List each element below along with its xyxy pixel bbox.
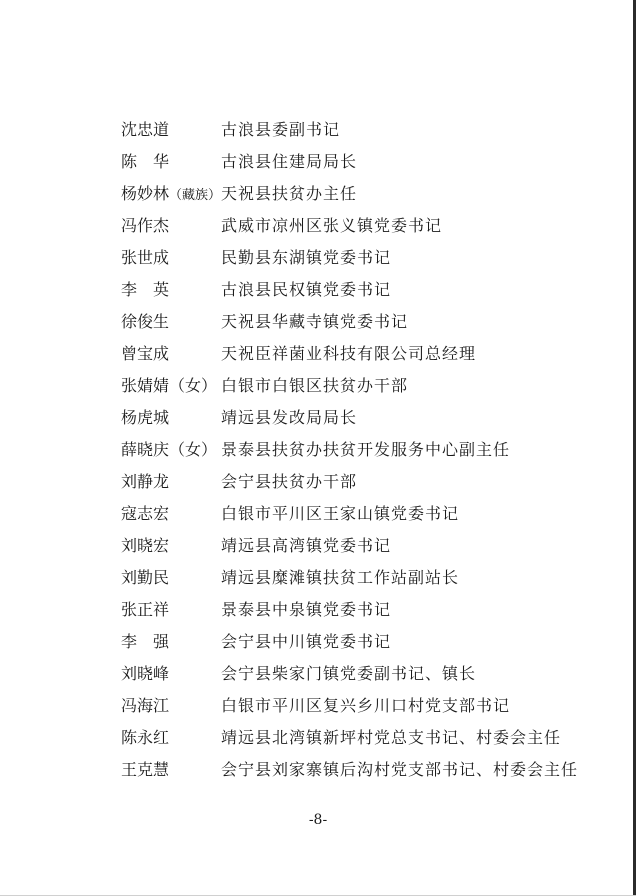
list-item <box>0 562 636 594</box>
list-item <box>0 690 636 722</box>
person-title: 白银市平川区复兴乡川口村党支部书记 <box>221 696 511 715</box>
person-name: 徐俊生 <box>121 312 170 331</box>
person-title: 会宁县扶贫办干部 <box>221 472 358 491</box>
person-name: 刘静龙 <box>121 472 170 491</box>
person-name: 张婧婧（女） <box>121 376 218 395</box>
person-title: 古浪县住建局局长 <box>221 152 358 171</box>
person-name: 冯作杰 <box>121 216 170 235</box>
list-item <box>0 498 636 530</box>
person-title: 天祝县华藏寺镇党委书记 <box>221 312 409 331</box>
list-item <box>0 626 636 658</box>
person-name: 刘晓宏 <box>121 536 170 555</box>
person-name: 刘勤民 <box>121 568 170 587</box>
person-title: 白银市平川区王家山镇党委书记 <box>221 504 460 523</box>
person-title: 民勤县东湖镇党委书记 <box>221 248 392 267</box>
person-title: 景泰县扶贫办扶贫开发服务中心副主任 <box>221 440 511 459</box>
person-name: 寇志宏 <box>121 504 170 523</box>
person-title: 会宁县刘家寨镇后沟村党支部书记、村委会主任 <box>221 760 579 779</box>
ethnicity-note: （藏族） <box>169 188 222 203</box>
page-number: -8- <box>308 812 328 828</box>
person-title: 白银市白银区扶贫办干部 <box>221 376 409 395</box>
list-item <box>0 370 636 402</box>
person-title: 靖远县发改局局长 <box>221 408 358 427</box>
person-name: 刘晓峰 <box>121 664 170 683</box>
person-name: 杨妙林（藏族） <box>121 184 222 203</box>
person-name: 王克慧 <box>121 760 170 779</box>
person-title: 天祝县扶贫办主任 <box>221 184 358 203</box>
person-title: 武威市凉州区张义镇党委书记 <box>221 216 443 235</box>
list-item <box>0 274 636 306</box>
person-name: 冯海江 <box>121 696 170 715</box>
person-title: 靖远县糜滩镇扶贫工作站副站长 <box>221 568 460 587</box>
list-item <box>0 114 636 146</box>
person-title: 古浪县民权镇党委书记 <box>221 280 392 299</box>
person-title: 会宁县中川镇党委书记 <box>221 632 392 651</box>
person-name: 沈忠道 <box>121 120 170 139</box>
list-item <box>0 210 636 242</box>
list-item <box>0 722 636 754</box>
list-item <box>0 338 636 370</box>
list-item <box>0 594 636 626</box>
person-title: 天祝臣祥菌业科技有限公司总经理 <box>221 344 477 363</box>
list-item <box>0 754 636 786</box>
list-item <box>0 242 636 274</box>
list-item <box>0 178 636 210</box>
person-title: 古浪县委副书记 <box>221 120 341 139</box>
person-name: 薛晓庆（女） <box>121 440 218 459</box>
name-list <box>0 114 636 786</box>
person-name: 张世成 <box>121 248 170 267</box>
list-item <box>0 658 636 690</box>
person-title: 靖远县北湾镇新坪村党总支书记、村委会主任 <box>221 728 562 747</box>
person-name: 陈 华 <box>121 152 170 171</box>
list-item <box>0 434 636 466</box>
list-item <box>0 466 636 498</box>
list-item <box>0 306 636 338</box>
person-title: 会宁县柴家门镇党委副书记、镇长 <box>221 664 477 683</box>
list-item <box>0 146 636 178</box>
person-name: 杨虎城 <box>121 408 170 427</box>
person-title: 景泰县中泉镇党委书记 <box>221 600 392 619</box>
list-item <box>0 402 636 434</box>
person-name: 李 强 <box>121 632 170 651</box>
list-item <box>0 530 636 562</box>
person-name: 曾宝成 <box>121 344 170 363</box>
person-title: 靖远县高湾镇党委书记 <box>221 536 392 555</box>
person-name: 张正祥 <box>121 600 170 619</box>
person-name: 李 英 <box>121 280 170 299</box>
person-name: 陈永红 <box>121 728 170 747</box>
